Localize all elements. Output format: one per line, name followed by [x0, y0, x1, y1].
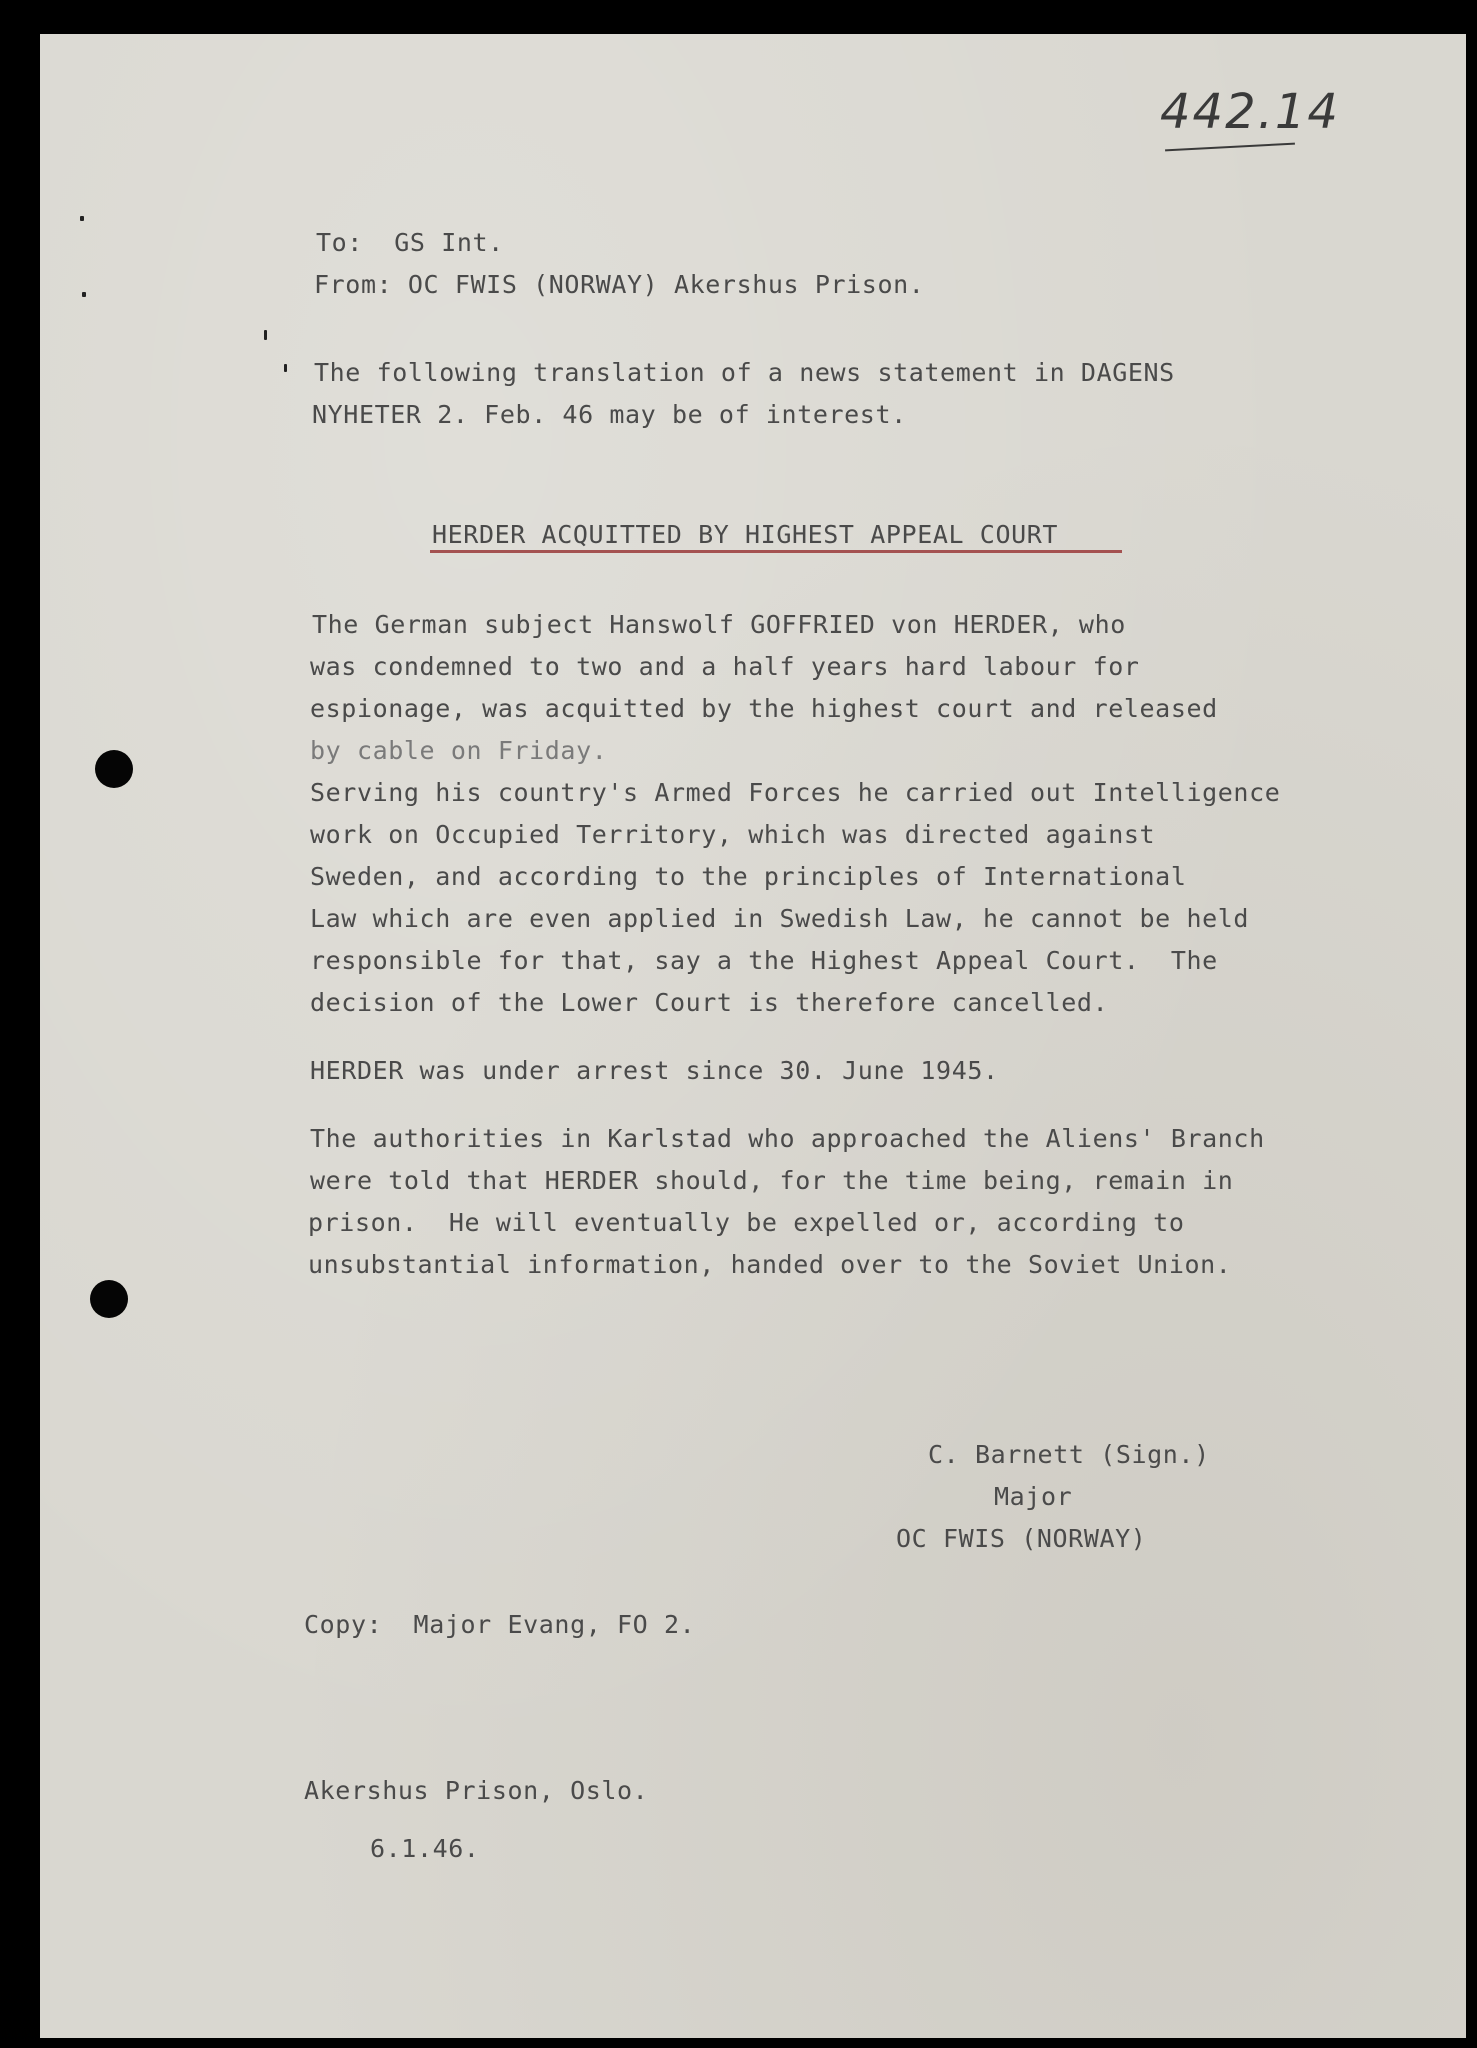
punch-hole-bottom	[90, 1280, 128, 1318]
body-line: The German subject Hanswolf GOFFRIED von HERDER, who	[312, 610, 1126, 639]
punch-hole-top	[95, 750, 133, 788]
intro-line-2: NYHETER 2. Feb. 46 may be of interest.	[312, 400, 907, 429]
ink-speck	[284, 364, 287, 372]
from-line: From: OC FWIS (NORWAY) Akershus Prison.	[314, 270, 925, 299]
authorities-line: unsubstantial information, handed over to the Soviet Union.	[308, 1250, 1232, 1279]
signature-name: C. Barnett (Sign.)	[928, 1440, 1210, 1469]
footer-date: 6.1.46.	[370, 1834, 480, 1863]
signature-rank: Major	[994, 1482, 1073, 1511]
arrest-line: HERDER was under arrest since 30. June 1945.	[310, 1056, 999, 1085]
body-line: by cable on Friday.	[310, 736, 608, 765]
ink-speck	[264, 330, 267, 340]
authorities-line: prison. He will eventually be expelled or, according to	[308, 1208, 1185, 1237]
body-line: decision of the Lower Court is therefore cancelled.	[310, 988, 1109, 1017]
body-line: was condemned to two and a half years hard labour for	[310, 652, 1140, 681]
ink-speck	[80, 216, 84, 221]
article-heading: HERDER ACQUITTED BY HIGHEST APPEAL COURT	[432, 520, 1059, 549]
body-line: Law which are even applied in Swedish Law, he cannot be held	[310, 904, 1250, 933]
authorities-line: were told that HERDER should, for the time being, remain in	[310, 1166, 1234, 1195]
body-line: responsible for that, say a the Highest Appeal Court. The	[310, 946, 1218, 975]
ink-speck	[82, 292, 86, 297]
intro-line-1: The following translation of a news statement in DAGENS	[314, 358, 1175, 387]
footer-place: Akershus Prison, Oslo.	[304, 1776, 649, 1805]
reference-underline	[1165, 143, 1295, 152]
signature-unit: OC FWIS (NORWAY)	[896, 1524, 1147, 1553]
body-line: work on Occupied Territory, which was directed against	[310, 820, 1156, 849]
to-line: To: GS Int.	[316, 228, 504, 257]
heading-underline	[430, 550, 1122, 553]
authorities-line: The authorities in Karlstad who approached the Aliens' Branch	[310, 1124, 1265, 1153]
document-page	[40, 34, 1466, 2038]
copy-line: Copy: Major Evang, FO 2.	[304, 1610, 696, 1639]
body-line: Serving his country's Armed Forces he carried out Intelligence	[310, 778, 1281, 807]
reference-number: 442.14	[1160, 84, 1340, 140]
body-line: Sweden, and according to the principles of International	[310, 862, 1187, 891]
body-line: espionage, was acquitted by the highest court and released	[310, 694, 1218, 723]
